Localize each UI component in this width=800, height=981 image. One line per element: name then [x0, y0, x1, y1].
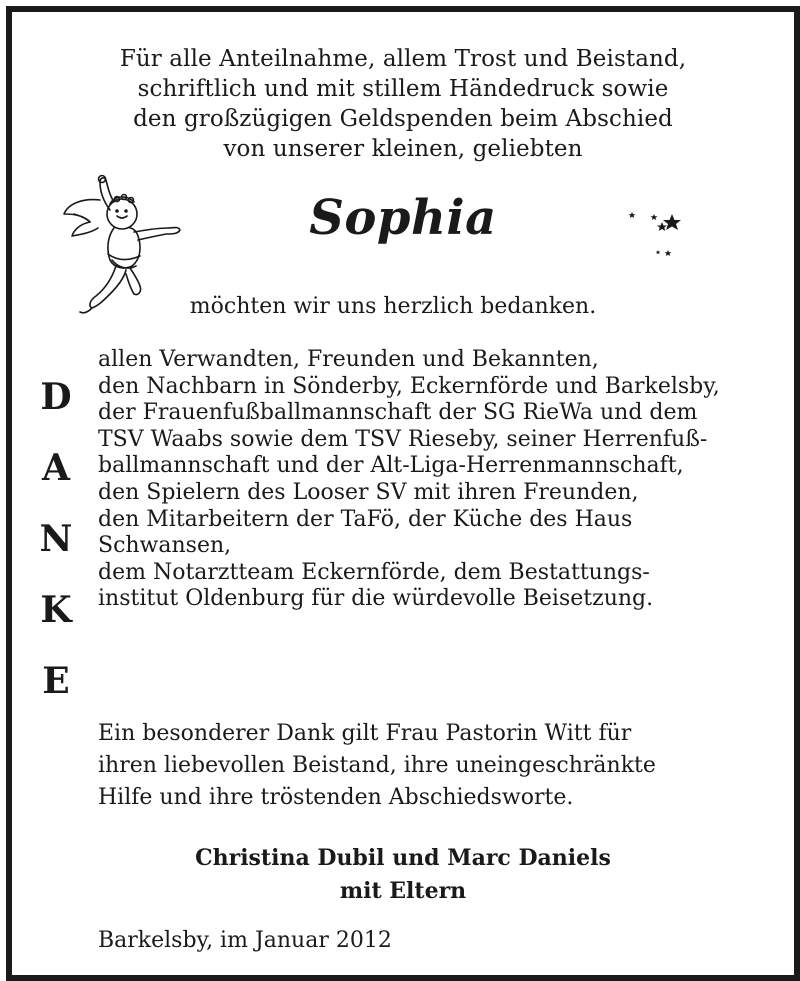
danke-vertical — [36, 362, 76, 717]
intro-line: schriftlich und mit stillem Händedruck sowie — [137, 76, 669, 102]
danke-letter: A — [42, 447, 70, 489]
thanks-list-line: den Mitarbeitern der TaFö, der Küche des Haus — [98, 506, 633, 532]
special-thanks-line: Ein besonderer Dank gilt Frau Pastorin Witt für — [98, 721, 632, 746]
thanks-list-line: TSV Waabs sowie dem TSV Rieseby, seiner Herrenfuß- — [98, 426, 708, 452]
special-thanks-line: Hilfe und ihre tröstenden Abschiedsworte. — [98, 785, 574, 810]
special-thanks-line: ihren liebevollen Beistand, ihre uneingeschränkte — [98, 753, 656, 778]
signature — [12, 842, 794, 908]
intro-line: von unserer kleinen, geliebten — [223, 136, 583, 162]
danke-letter: E — [42, 660, 70, 702]
intro-line: den großzügigen Geldspenden beim Abschied — [133, 106, 673, 132]
thanks-list-line: der Frauenfußballmannschaft der SG RieWa und dem — [98, 400, 698, 426]
thanks-list-line: den Spielern des Looser SV mit ihren Freunden, — [98, 479, 639, 505]
signature-family: mit Eltern — [339, 878, 467, 904]
thanks-list-line: institut Oldenburg für die würdevolle Beisetzung. — [98, 586, 654, 612]
thanks-line: möchten wir uns herzlich bedanken. — [189, 294, 597, 319]
danke-letter: D — [40, 376, 72, 418]
danke-letter: K — [40, 589, 72, 631]
intro-line: Für alle Anteilnahme, allem Trost und Beistand, — [119, 46, 687, 72]
stars-icon — [624, 202, 694, 262]
thanks-list-line: den Nachbarn in Sönderby, Eckernförde und Barkelsby, — [98, 373, 720, 399]
danke-letter: N — [39, 518, 73, 560]
deceased-name: Sophia — [309, 190, 497, 246]
place-date: Barkelsby, im Januar 2012 — [98, 928, 392, 953]
special-thanks — [98, 718, 778, 814]
thanks-list-line: allen Verwandten, Freunden und Bekannten, — [98, 347, 599, 372]
thanks-list-line: Schwansen, — [98, 533, 232, 559]
thanks-list — [98, 347, 778, 613]
thanks-list-line: dem Notarztteam Eckernförde, dem Bestattungs- — [98, 559, 650, 585]
notice-frame — [6, 6, 800, 981]
thanks-list-line: ballmannschaft und der Alt-Liga-Herrenmannschaft, — [98, 453, 684, 479]
intro-text — [12, 44, 794, 164]
signature-names: Christina Dubil und Marc Daniels — [195, 845, 611, 871]
